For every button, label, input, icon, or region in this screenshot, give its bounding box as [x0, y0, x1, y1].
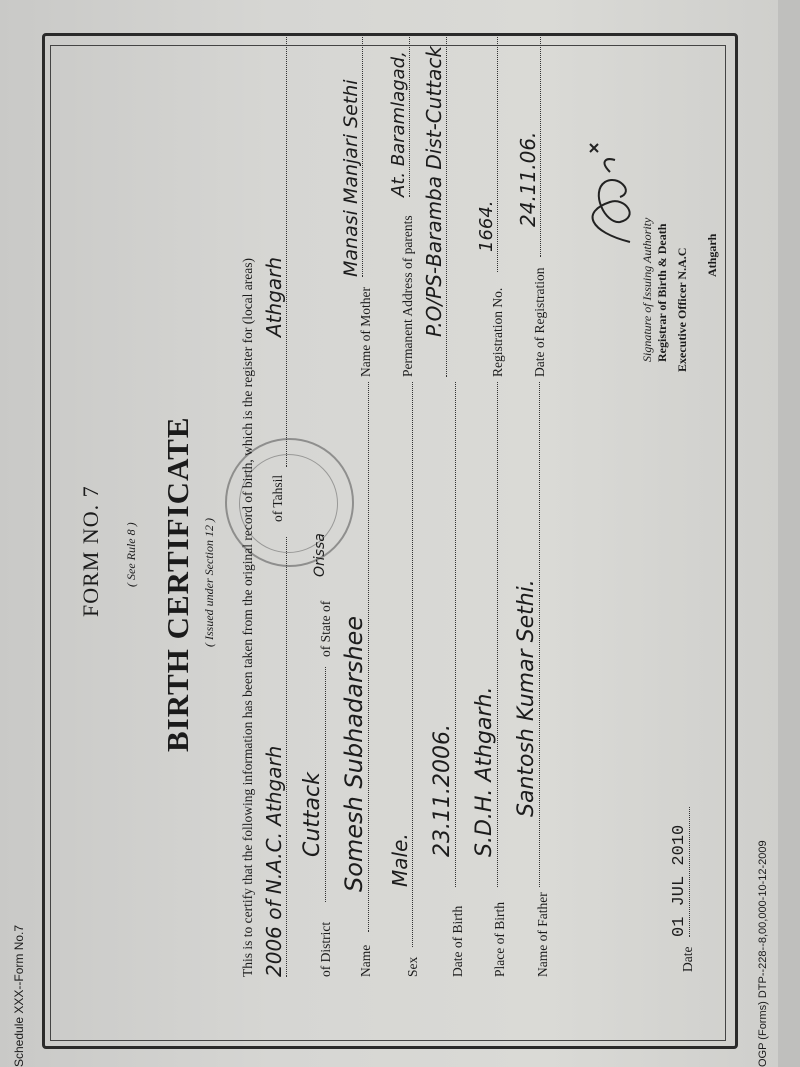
address-label: Permanent Address of parents	[400, 215, 415, 377]
father-label: Name of Father	[535, 892, 550, 977]
registration-date-label: Date of Registration	[532, 267, 547, 377]
state-value: Orissa	[312, 533, 328, 577]
registration-date-value: 24.11.06.	[516, 37, 541, 257]
sex-label: Sex	[405, 956, 420, 977]
mother-value: Manasi Manjari Sethi	[340, 37, 363, 277]
registration-no-value: 1664.	[476, 37, 498, 272]
certify-intro: This is to certify that the following information has been taken from the original record of birth, which is the register for (local areas)	[240, 257, 255, 977]
footer-printer-info: OGP (Forms) DTP--228--8,00,000-10-12-2009	[757, 840, 769, 1067]
name-label: Name	[358, 944, 373, 977]
stamp-line-1: Registrar of Birth & Death	[655, 223, 669, 362]
place-label: Place of Birth	[492, 902, 507, 977]
certificate-title: BIRTH CERTIFICATE	[160, 416, 195, 752]
dob-label: Date of Birth	[450, 905, 465, 977]
father-value: Santosh Kumar Sethi.	[514, 382, 540, 887]
registration-no-label: Registration No.	[490, 287, 505, 377]
name-value: Somesh Subhadarshee	[340, 382, 369, 932]
date-label: Date	[680, 946, 695, 972]
schedule-label: Schedule XXX--Form No.7	[12, 924, 26, 1067]
district-label: of District	[318, 921, 333, 977]
dob-value: 23.11.2006.	[430, 382, 456, 887]
state-label: of State of	[318, 600, 333, 657]
register-area-value: 2006 of N.A.C. Athgarh	[262, 537, 287, 977]
issued-under: ( Issued under Section 12 )	[202, 518, 216, 647]
tahsil-value: Athgarh	[262, 37, 287, 467]
place-value: S.D.H. Athgarh.	[472, 382, 498, 887]
issue-date-value: 01 JUL 2010	[670, 807, 690, 937]
tahsil-label: of Tahsil	[270, 474, 285, 522]
mother-label: Name of Mother	[358, 287, 373, 377]
rule-reference: ( See Rule 8 )	[124, 522, 138, 587]
form-number: FORM NO. 7	[78, 485, 103, 617]
address-line1: At. Baramlagad,	[388, 37, 410, 197]
stamp-line-3: Athgarh	[705, 233, 719, 277]
district-value: Cuttack	[300, 667, 326, 902]
signature-label: Signature of Issuing Authority	[640, 217, 654, 362]
address-line2: P.O/PS-Baramba Dist-Cuttack	[422, 37, 447, 377]
sex-value: Male.	[388, 382, 413, 947]
stamp-line-2: Executive Officer N.A.C	[675, 247, 689, 372]
